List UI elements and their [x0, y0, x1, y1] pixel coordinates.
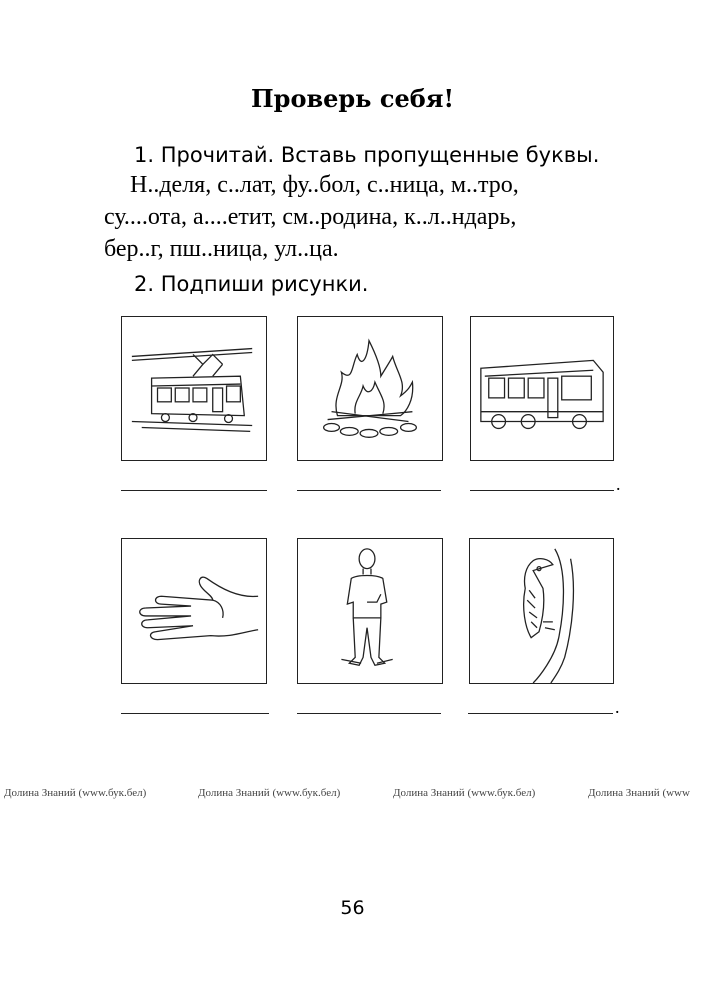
row-1-period: . — [616, 474, 621, 494]
task-1-heading: 1. Прочитай. Вставь пропущенные буквы. — [134, 143, 600, 167]
bus-icon — [471, 317, 613, 460]
picture-campfire — [297, 316, 443, 461]
watermark-1: Долина Знаний (www.бук.бел) — [4, 787, 147, 799]
task-1-line-2: су....ота, а....етит, см..родина, к..л..ндарь, — [104, 204, 517, 230]
answer-line-4[interactable] — [121, 713, 269, 714]
picture-tram — [121, 316, 267, 461]
watermark-3: Долина Знаний (www.бук.бел) — [393, 787, 536, 799]
answer-line-6[interactable] — [468, 713, 613, 714]
answer-line-2[interactable] — [297, 490, 441, 491]
watermark-2: Долина Знаний (www.бук.бел) — [198, 787, 341, 799]
picture-hand — [121, 538, 267, 684]
tram-icon — [122, 317, 266, 460]
page-title: Проверь себя! — [251, 84, 454, 113]
task-1-line-1: Н..деля, с..лат, фу..бол, с..ница, м..тро, — [130, 172, 519, 198]
picture-man — [297, 538, 443, 684]
watermark-4: Долина Знаний (www — [588, 787, 690, 799]
task-2-heading: 2. Подпиши рисунки. — [134, 272, 369, 296]
answer-line-5[interactable] — [297, 713, 441, 714]
picture-woodpecker — [469, 538, 614, 684]
hand-icon — [122, 539, 266, 683]
campfire-icon — [298, 317, 442, 460]
row-2-period: . — [615, 697, 620, 717]
man-icon — [298, 539, 442, 683]
picture-bus — [470, 316, 614, 461]
answer-line-3[interactable] — [470, 490, 614, 491]
page-number: 56 — [340, 897, 365, 919]
task-1-line-3: бер..г, пш..ница, ул..ца. — [104, 236, 339, 262]
answer-line-1[interactable] — [121, 490, 267, 491]
woodpecker-icon — [470, 539, 613, 683]
